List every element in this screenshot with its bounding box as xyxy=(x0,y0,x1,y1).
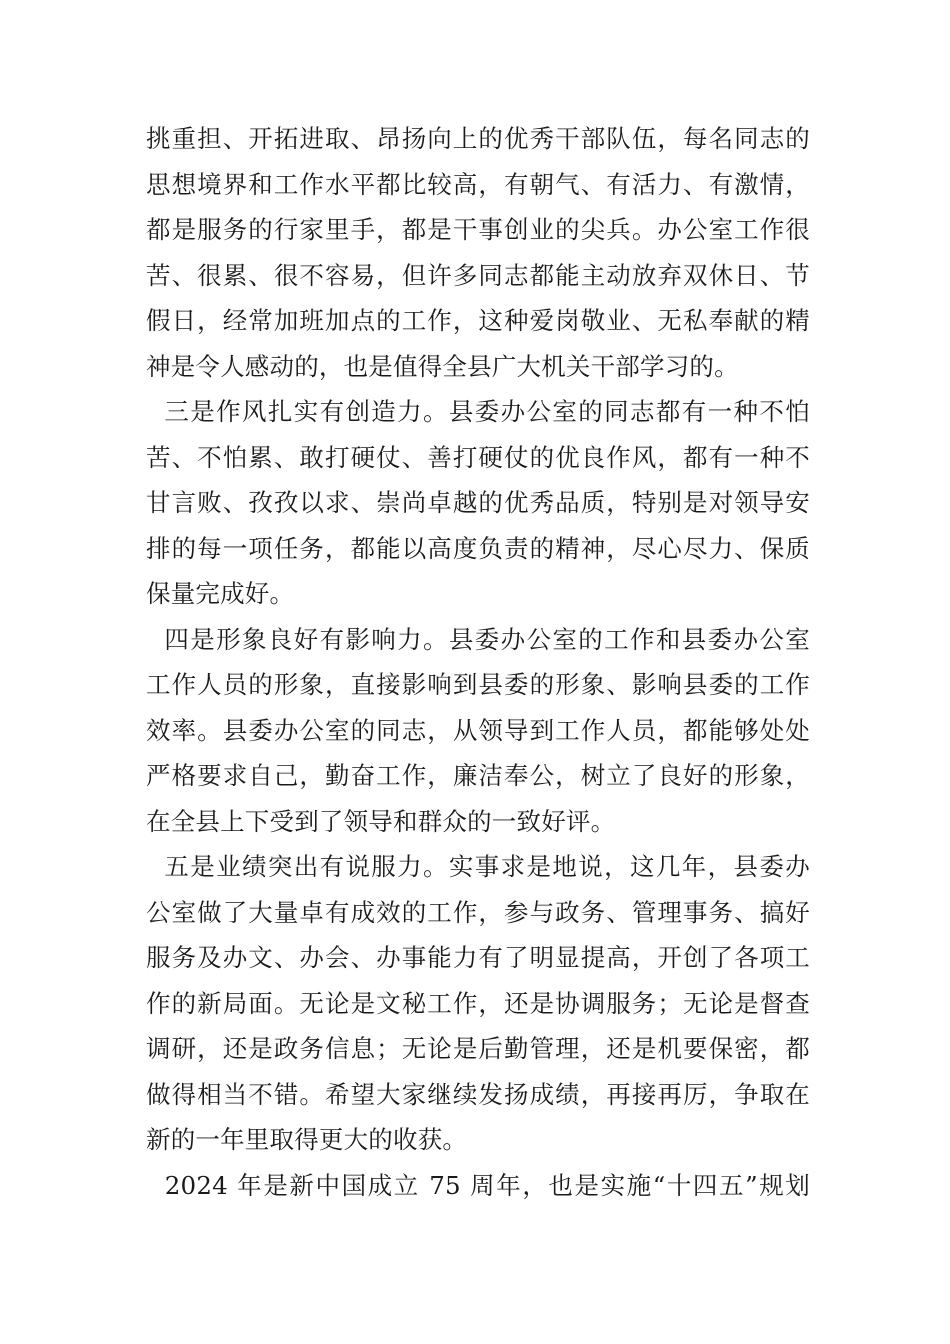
text-line: 效率。县委办公室的同志，从领导到工作人员，都能够处处 xyxy=(146,715,810,745)
text-line: 思想境界和工作水平都比较高，有朝气、有活力、有激情， xyxy=(146,169,810,199)
text-line: 在全县上下受到了领导和群众的一致好评。 xyxy=(146,806,616,836)
text-line: 苦、不怕累、敢打硬仗、善打硬仗的优良作风，都有一种不 xyxy=(146,442,810,472)
paragraph-start-line: 四是形象良好有影响力。县委办公室的工作和县委办公室 xyxy=(146,624,810,654)
text-line: 保量完成好。 xyxy=(146,579,295,608)
text-line: 严格要求自己，勤奋工作，廉洁奉公，树立了良好的形象， xyxy=(146,761,810,790)
text-line: 做得相当不错。希望大家继续发扬成绩，再接再厉，争取在 xyxy=(146,1079,810,1109)
text-line: 新的一年里取得更大的收获。 xyxy=(146,1125,468,1154)
paragraph-start-line: 三是作风扎实有创造力。县委办公室的同志都有一种不怕 xyxy=(146,397,810,426)
text-line: 甘言败、孜孜以求、崇尚卓越的优秀品质，特别是对领导安 xyxy=(146,488,810,517)
text-line: 神是令人感动的，也是值得全县广大机关干部学习的。 xyxy=(146,351,739,381)
text-line: 苦、很累、很不容易，但许多同志都能主动放弃双休日、节 xyxy=(146,260,810,290)
text-line: 工作人员的形象，直接影响到县委的形象、影响县委的工作 xyxy=(146,670,810,699)
body-text xyxy=(146,116,810,1208)
text-line: 服务及办文、办会、办事能力有了明显提高，开创了各项工 xyxy=(146,943,810,972)
text-line: 假日，经常加班加点的工作，这种爱岗敬业、无私奉献的精 xyxy=(146,306,810,335)
text-line: 挑重担、开拓进取、昂扬向上的优秀干部队伍，每名同志的 xyxy=(146,124,810,153)
paragraph-start-line: 五是业绩突出有说服力。实事求是地说，这几年，县委办 xyxy=(146,852,810,881)
text-line: 排的每一项任务，都能以高度负责的精神，尽心尽力、保质 xyxy=(146,533,810,563)
paragraph-start-line: 2024 年是新中国成立 75 周年，也是实施“十四五”规划 xyxy=(146,1170,810,1200)
text-line: 调研，还是政务信息；无论是后勤管理，还是机要保密，都 xyxy=(146,1034,810,1063)
text-line: 作的新局面。无论是文秘工作，还是协调服务；无论是督查 xyxy=(146,988,810,1018)
text-line: 公室做了大量卓有成效的工作，参与政务、管理事务、搞好 xyxy=(146,897,810,927)
text-line: 都是服务的行家里手，都是干事创业的尖兵。办公室工作很 xyxy=(146,215,810,244)
